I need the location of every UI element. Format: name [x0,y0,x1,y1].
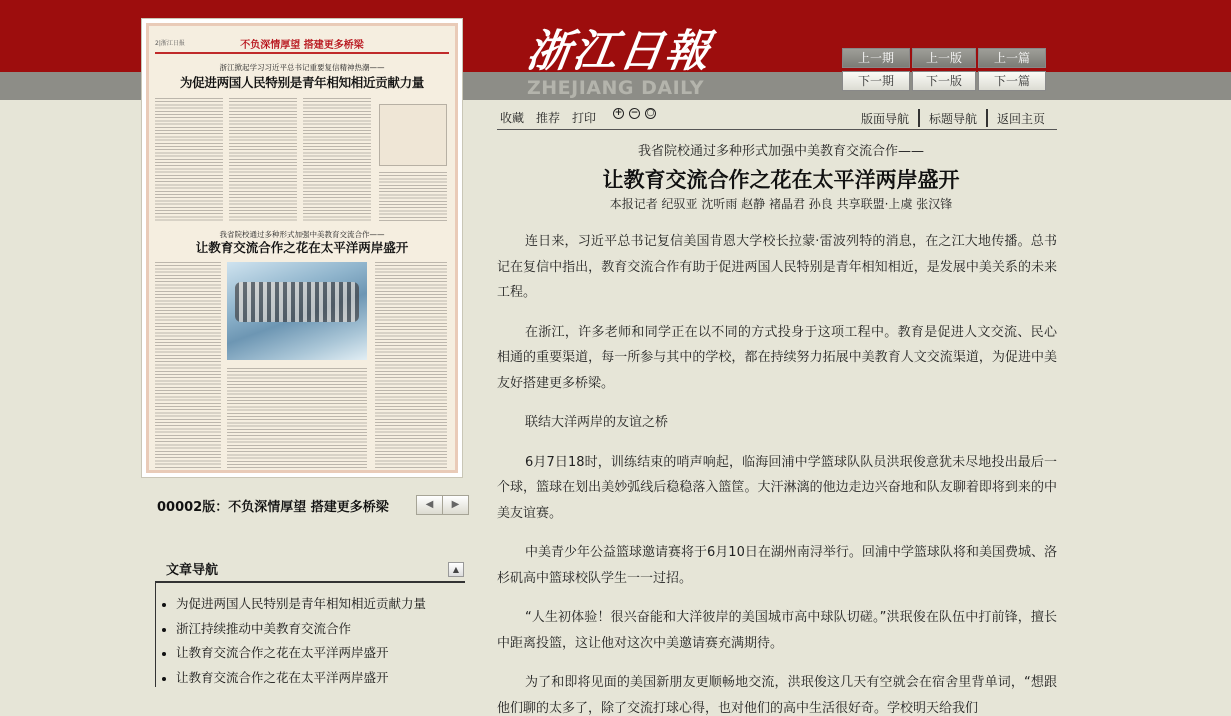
paper-headline-1[interactable]: 为促进两国人民特别是青年相知相近贡献力量 [179,75,424,90]
article [497,140,1057,716]
prev-page-button[interactable]: 上一版 [912,48,976,68]
zoom-out-icon[interactable]: − [630,108,639,118]
article-body [497,229,1057,716]
paper-text-block[interactable] [303,98,371,222]
paper-page-number: 2|浙江日报 [155,40,185,47]
article-kicker: 我省院校通过多种形式加强中美教育交流合作—— [637,144,924,159]
paper-text-block[interactable] [375,262,447,472]
paper-kicker-1[interactable]: 浙江掀起学习习近平总书记重要复信精神热潮—— [219,63,385,72]
article-nav-item[interactable]: 让教育交流合作之花在太平洋两岸盛开 [156,641,465,666]
article-nav-item[interactable]: 浙江持续推动中美教育交流合作 [156,617,465,642]
photo-group [235,282,359,322]
logo-chinese: 浙江日報 [523,26,715,77]
home-link[interactable]: 返回主页 [996,111,1045,126]
zoom-controls [613,108,656,119]
article-paragraph: 在浙江，许多老师和同学正在以不同的方式投身于这项工程中。教育是促进人文交流、民心相通的重要渠道，每一所参与其中的学校，都在持续努力拓展中美教育人文交流渠道，为促进中美友好搭建更多桥梁。 [497,324,1057,391]
recommend-link[interactable]: 推荐 [536,111,561,125]
page-caption: 00002版：不负深情厚望 搭建更多桥梁 [157,500,389,515]
paper-text-block[interactable] [227,368,367,472]
edition-nav-buttons [842,48,1044,92]
page-nav-link[interactable]: 版面导航 [860,111,909,126]
article-nav-list [155,583,465,687]
article-nav-item[interactable]: 为促进两国人民特别是青年相知相近贡献力量 [156,592,465,617]
paper-header-rule [155,52,449,54]
paper-text-block[interactable] [155,262,221,472]
prev-article-button[interactable]: 上一篇 [978,48,1046,68]
zoom-in-icon[interactable]: + [614,108,623,118]
paper-sidebar-box[interactable] [379,104,447,166]
paper-text-block[interactable] [379,172,447,222]
page-pager [416,495,469,515]
newspaper-page-thumbnail[interactable] [141,18,463,478]
article-paragraph: 连日来，习近平总书记复信美国肯恩大学校长拉蒙·雷波列特的消息，在之江大地传播。总书记在复信中指出，教育交流合作有助于促进两国人民特别是青年相知相近，是发展中美关系的未来工程。 [497,234,1057,300]
favorite-link[interactable]: 收藏 [500,111,525,125]
logo-english: ZHEJIANG DAILY [527,77,705,99]
title-nav-link[interactable]: 标题导航 [928,111,977,126]
next-article-button[interactable]: 下一篇 [978,71,1046,91]
article-paragraph: 6月7日18时，训练结束的哨声响起，临海回浦中学篮球队队员洪珉俊意犹未尽地投出最后一个球，篮球在划出美妙弧线后稳稳落入篮筐。大汗淋漓的他边走边兴奋地和队友聊着即将到来的中美友谊赛。 [497,454,1057,521]
collapse-icon[interactable]: ▲ [448,562,464,577]
zhejiang-daily-logo[interactable] [523,26,727,102]
next-issue-button[interactable]: 下一期 [842,71,910,91]
toolbar-actions [500,109,596,126]
paper-header [155,38,449,52]
article-toolbar [497,106,1057,130]
paper-text-block[interactable] [155,98,223,222]
article-paragraph: “人生初体验！很兴奋能和大洋彼岸的美国城市高中球队切磋。”洪珉俊在队伍中打前锋，擅长中距离投篮，这让他对这次中美邀请赛充满期待。 [497,610,1057,651]
article-byline: 本报记者 纪驭亚 沈听雨 赵静 褚晶君 孙良 共享联盟·上虞 张汉锋 [609,197,953,211]
toolbar-divider [986,109,988,127]
next-page-arrow-icon[interactable]: ▶ [442,496,468,514]
article-subheading: 联结大洋两岸的友谊之桥 [524,415,668,430]
article-paragraph: 为了和即将见面的美国新朋友更顺畅地交流，洪珉俊这几天有空就会在宿舍里背单词，“想跟他们聊的太多了，除了交流打球心得，也对他们的高中生活很好奇。学校明天给我们 [497,675,1057,716]
article-nav [155,559,465,687]
toolbar-divider [918,109,920,127]
article-nav-item[interactable]: 让教育交流合作之花在太平洋两岸盛开 [156,666,465,691]
paper-kicker-2[interactable]: 我省院校通过多种形式加强中美教育交流合作—— [219,230,385,239]
article-paragraph: 中美青少年公益篮球邀请赛将于6月10日在湖州南浔举行。回浦中学篮球队将和美国费城、洛杉矶高中篮球校队学生一一过招。 [497,545,1057,586]
prev-page-arrow-icon[interactable]: ◀ [425,499,434,510]
paper-page-title: 不负深情厚望 搭建更多桥梁 [240,40,364,51]
article-nav-title: 文章导航 [155,559,465,583]
next-page-button[interactable]: 下一版 [912,71,976,91]
prev-issue-button[interactable]: 上一期 [842,48,910,68]
article-title: 让教育交流合作之花在太平洋两岸盛开 [602,168,960,192]
zoom-reset-icon[interactable]: ○ [646,108,655,118]
toolbar-nav [861,109,1045,127]
print-link[interactable]: 打印 [572,111,597,125]
paper-text-block[interactable] [229,98,297,222]
paper-photo[interactable] [227,262,367,360]
paper-headline-2[interactable]: 让教育交流合作之花在太平洋两岸盛开 [195,240,409,255]
newspaper-page [146,23,458,473]
